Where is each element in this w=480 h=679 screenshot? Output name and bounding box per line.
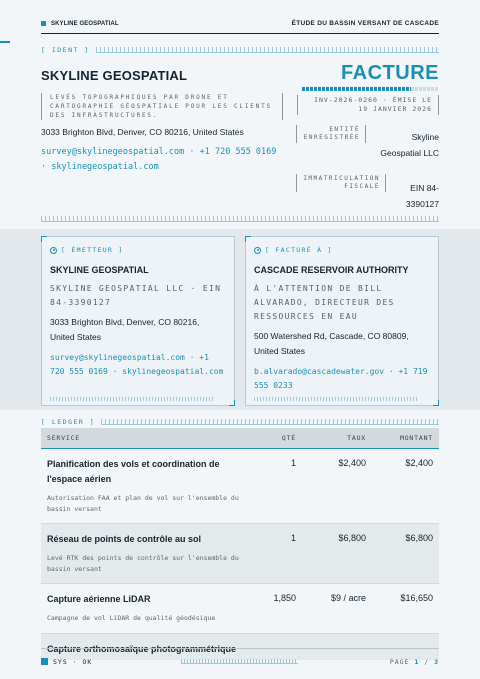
service-name: Capture orthomosaïque photogrammétrique xyxy=(47,643,237,654)
tax-id-label: IMMATRICULATION FISCALE xyxy=(296,174,386,192)
billto-attention: À L'ATTENTION DE BILL ALVARADO, DIRECTEUR DES RESSOURCES EN EAU xyxy=(254,284,395,321)
billto-card xyxy=(245,236,439,406)
issuer-address: 3033 Brighton Blvd, Denver, CO 80216, United States xyxy=(50,317,200,342)
company-contact[interactable]: survey@skylinegeospatial.com · +1 720 555 0169 · skylinegeospatial.com xyxy=(41,147,277,172)
row-qty: 1 xyxy=(290,533,296,543)
row-rate: $2,400 xyxy=(338,458,366,468)
company-address: 3033 Brighton Blvd, Denver, CO 80216, United States xyxy=(41,127,244,137)
target-icon xyxy=(50,247,57,254)
row-amount: $6,800 xyxy=(405,533,433,543)
ident-ruler xyxy=(96,47,439,53)
service-name: Capture aérienne LiDAR xyxy=(47,594,151,604)
row-amount: $16,650 xyxy=(400,593,433,603)
row-qty: 1,850 xyxy=(273,593,296,603)
entity-label: ENTITÉ ENREGISTRÉE xyxy=(296,125,366,143)
service-description: Levé RTK des points de contrôle sur l'ensemble du bassin versant xyxy=(47,554,239,573)
target-icon xyxy=(254,247,261,254)
service-name: Planification des vols et coordination de l'espace aérien xyxy=(47,459,220,484)
tax-id-value: EIN 84-3390127 xyxy=(405,183,439,209)
table-row xyxy=(41,449,439,524)
page-total: 3 xyxy=(434,657,439,666)
ledger-section-label xyxy=(41,418,439,426)
service-description: Campagne de vol LiDAR de qualité géodésique xyxy=(47,614,216,622)
service-name: Réseau de points de contrôle au sol xyxy=(47,534,202,544)
col-rate: TAUX xyxy=(347,434,366,442)
ident-label: [ IDENT ] xyxy=(41,46,90,54)
billto-ruler xyxy=(254,397,418,401)
invoice-title: FACTURE xyxy=(341,62,439,84)
page-prefix: PAGE xyxy=(389,657,410,666)
billto-name: CASCADE RESERVOIR AUTHORITY xyxy=(254,265,409,275)
row-rate: $6,800 xyxy=(338,533,366,543)
status-square-icon xyxy=(41,658,48,665)
ident-section-label xyxy=(41,46,439,54)
invoice-title-bar xyxy=(302,87,439,91)
billto-heading xyxy=(254,246,430,254)
brand-square-icon xyxy=(41,21,46,26)
status-text: SYS · OK xyxy=(53,657,93,666)
project-title: ÉTUDE DU BASSIN VERSANT DE CASCADE xyxy=(291,20,439,27)
system-status xyxy=(41,658,92,666)
row-qty: 1 xyxy=(290,458,296,468)
issuer-name: SKYLINE GEOSPATIAL xyxy=(50,265,149,275)
issuer-heading xyxy=(50,246,226,254)
issuer-label: [ ÉMETTEUR ] xyxy=(61,246,124,254)
table-header xyxy=(41,428,439,449)
company-name: SKYLINE GEOSPATIAL xyxy=(41,68,188,83)
entity-value: Skyline Geospatial LLC xyxy=(380,132,439,158)
company-tagline: LEVÉS TOPOGRAPHIQUES PAR DRONE ET CARTOGRAPHIE GÉOSPATIALE POUR LES CLIENTS DES INFRASTRUCTURES. xyxy=(41,93,283,120)
table-row xyxy=(41,524,439,584)
page-indicator xyxy=(390,658,439,666)
issuer-card xyxy=(41,236,235,406)
row-rate: $9 / acre xyxy=(330,593,366,603)
col-qty: QTÉ xyxy=(281,434,296,442)
footer-ruler xyxy=(181,659,298,664)
page-separator: / xyxy=(424,657,430,666)
billto-label: [ FACTURÉ À ] xyxy=(265,246,333,254)
page-current: 1 xyxy=(414,657,420,666)
issuer-ruler xyxy=(50,397,214,401)
billto-contact[interactable]: b.alvarado@cascadewater.gov · +1 719 555 0233 xyxy=(254,367,428,390)
row-amount: $2,400 xyxy=(405,458,433,468)
issuer-contact[interactable]: survey@skylinegeospatial.com · +1 720 555 0169 · skylinegeospatial.com xyxy=(50,353,224,376)
top-bar xyxy=(41,14,439,34)
ledger-ruler xyxy=(101,419,439,425)
col-amount: MONTANT xyxy=(400,434,433,442)
footer xyxy=(41,648,439,674)
col-service: SERVICE xyxy=(47,434,80,442)
billto-address: 500 Watershed Rd, Cascade, CO 80809, United States xyxy=(254,331,409,356)
table-row xyxy=(41,584,439,634)
top-brand xyxy=(41,21,119,27)
top-brand-label: SKYLINE GEOSPATIAL xyxy=(51,20,119,27)
left-margin-tick xyxy=(0,41,10,43)
header-divider-ruler xyxy=(41,216,439,222)
ledger-label: [ LEDGER ] xyxy=(41,418,96,426)
issuer-legal-name: SKYLINE GEOSPATIAL LLC · EIN 84-3390127 xyxy=(50,284,222,307)
invoice-number: INV-2026-0260 · ÉMISE LE 19 JANVIER 2026 xyxy=(297,95,439,115)
ledger-table xyxy=(41,428,439,660)
service-description: Autorisation FAA et plan de vol sur l'ensemble du bassin versant xyxy=(47,494,239,513)
